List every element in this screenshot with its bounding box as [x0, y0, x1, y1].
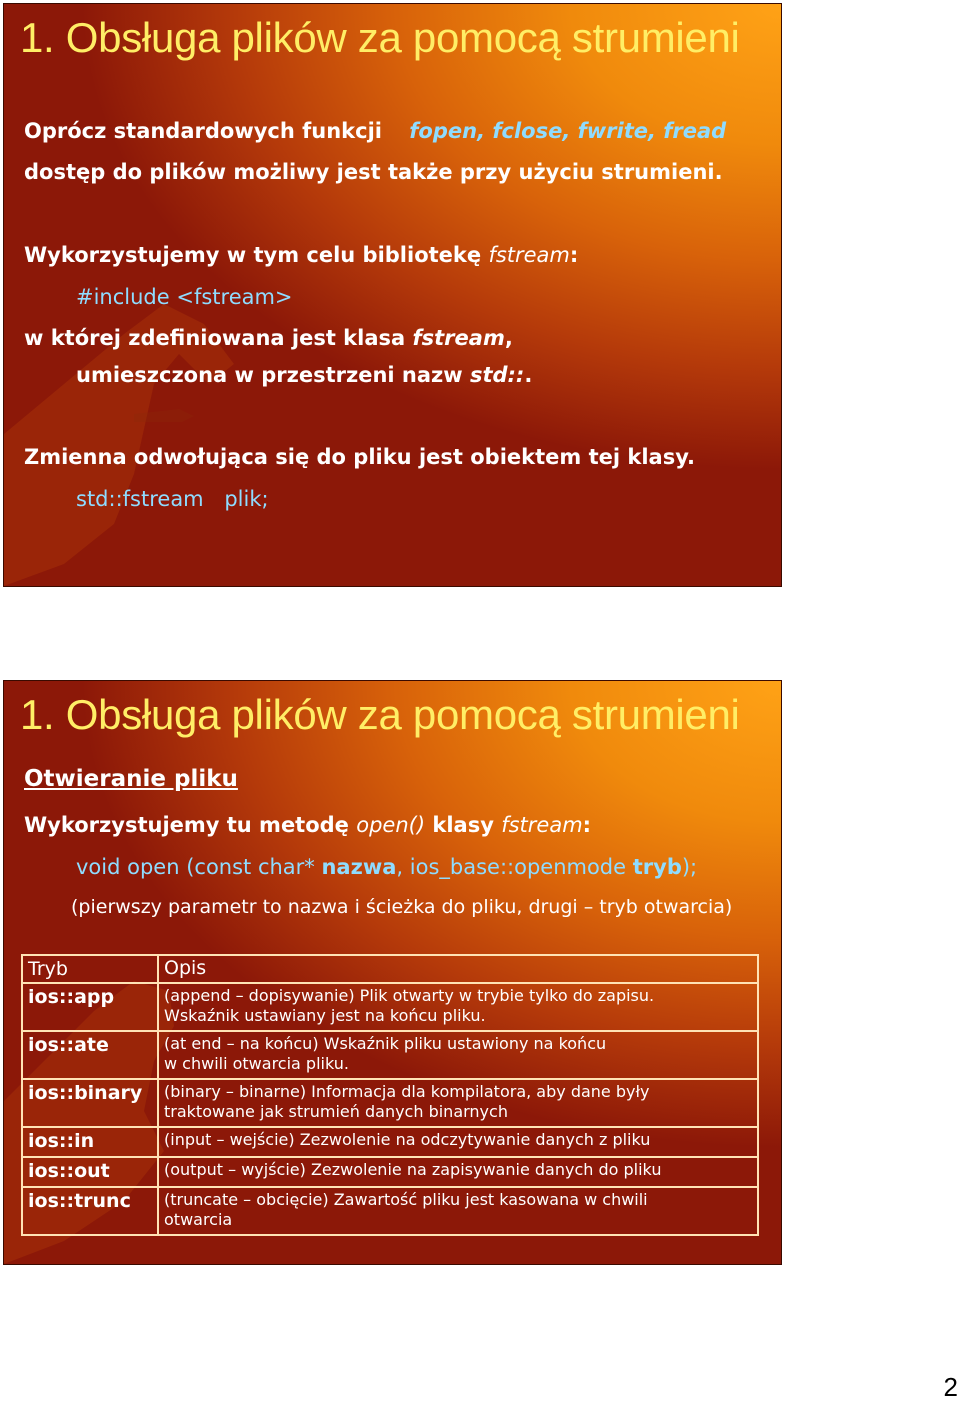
signature-end: );: [681, 855, 698, 879]
library-colon: :: [569, 243, 579, 267]
namespace-text: umieszczona w przestrzeni nazw: [76, 363, 470, 387]
library-name: fstream: [488, 243, 570, 267]
table-row: [22, 1031, 758, 1079]
slide-title: 1. Obsługa plików za pomocą strumieni: [20, 691, 740, 738]
include-directive: #include <fstream>: [76, 285, 293, 309]
description-line: (append – dopisywanie) Plik otwarty w trybie tylko do zapisu.: [164, 986, 655, 1005]
table-row: [22, 1127, 758, 1157]
table-row: [22, 983, 758, 1031]
method-colon: :: [582, 813, 592, 837]
function-list: fopen, fclose, fwrite, fread: [409, 119, 727, 143]
description-line: (output – wyjście) Zezwolenie na zapisywanie danych do pliku: [164, 1160, 662, 1179]
class-name: fstream: [501, 813, 583, 837]
class-text: w której zdefiniowana jest klasa: [24, 326, 413, 350]
class-line: [24, 326, 513, 350]
description-line: Wskaźnik ustawiany jest na końcu pliku.: [164, 1006, 486, 1025]
parameter-note: (pierwszy parametr to nazwa i ścieżka do pliku, drugi – tryb otwarcia): [71, 896, 733, 918]
library-line: [24, 243, 578, 267]
section-heading: Otwieranie pliku: [24, 766, 238, 792]
intro-line: [24, 119, 726, 143]
description-cell: [158, 1031, 758, 1079]
description-cell: [158, 1079, 758, 1127]
namespace-dot: .: [524, 363, 533, 387]
method-line: [24, 813, 591, 837]
class-name: fstream: [412, 326, 505, 350]
open-signature: [76, 855, 697, 879]
description-line: otwarcia: [164, 1210, 233, 1229]
description-line: (binary – binarne) Informacja dla kompilatora, aby dane były: [164, 1082, 650, 1101]
signature-param-name: nazwa: [321, 855, 397, 879]
signature-param-mode: tryb: [632, 855, 682, 879]
namespace-line: [76, 363, 532, 387]
table-row: [22, 1157, 758, 1187]
description-cell: [158, 1187, 758, 1235]
signature-part-2: , ios_base::openmode: [396, 855, 633, 879]
table-header-row: [22, 955, 758, 983]
page-number: 2: [943, 1372, 958, 1402]
intro-text: Oprócz standardowych funkcji: [24, 119, 382, 143]
class-comma: ,: [504, 326, 513, 350]
description-line: traktowane jak strumień danych binarnych: [164, 1102, 508, 1121]
mode-cell: ios::trunc: [22, 1187, 158, 1235]
intro-line-2: dostęp do plików możliwy jest także przy użyciu strumieni.: [24, 160, 723, 184]
table-row: [22, 1187, 758, 1235]
description-line: (input – wejście) Zezwolenie na odczytywanie danych z pliku: [164, 1130, 651, 1149]
library-text: Wykorzystujemy w tym celu bibliotekę: [24, 243, 489, 267]
table-row: [22, 1079, 758, 1127]
slide-2: [3, 680, 782, 1265]
mode-cell: ios::binary: [22, 1079, 158, 1127]
method-name: open(): [356, 813, 426, 837]
code-type: std::fstream: [76, 487, 204, 511]
variable-line: Zmienna odwołująca się do pliku jest obiektem tej klasy.: [24, 445, 695, 469]
signature-part-1: void open (const char*: [76, 855, 322, 879]
namespace-name: std::: [469, 363, 525, 387]
description-cell: [158, 1157, 758, 1187]
description-cell: [158, 983, 758, 1031]
open-mode-table: [21, 954, 759, 1236]
table-header-description: Opis: [158, 955, 758, 983]
table-header-mode: Tryb: [22, 955, 158, 983]
description-line: (at end – na końcu) Wskaźnik pliku ustawiony na końcu: [164, 1034, 607, 1053]
mode-cell: ios::out: [22, 1157, 158, 1187]
mode-cell: ios::in: [22, 1127, 158, 1157]
method-text-2: klasy: [425, 813, 502, 837]
code-variable: plik;: [224, 487, 269, 511]
mode-cell: ios::ate: [22, 1031, 158, 1079]
slide-title: 1. Obsługa plików za pomocą strumieni: [20, 14, 740, 61]
description-cell: [158, 1127, 758, 1157]
mode-cell: ios::app: [22, 983, 158, 1031]
slide-1: [3, 3, 782, 587]
declaration-code: [76, 487, 269, 511]
method-text: Wykorzystujemy tu metodę: [24, 813, 357, 837]
description-line: w chwili otwarcia pliku.: [164, 1054, 349, 1073]
description-line: (truncate – obcięcie) Zawartość pliku jest kasowana w chwili: [164, 1190, 648, 1209]
